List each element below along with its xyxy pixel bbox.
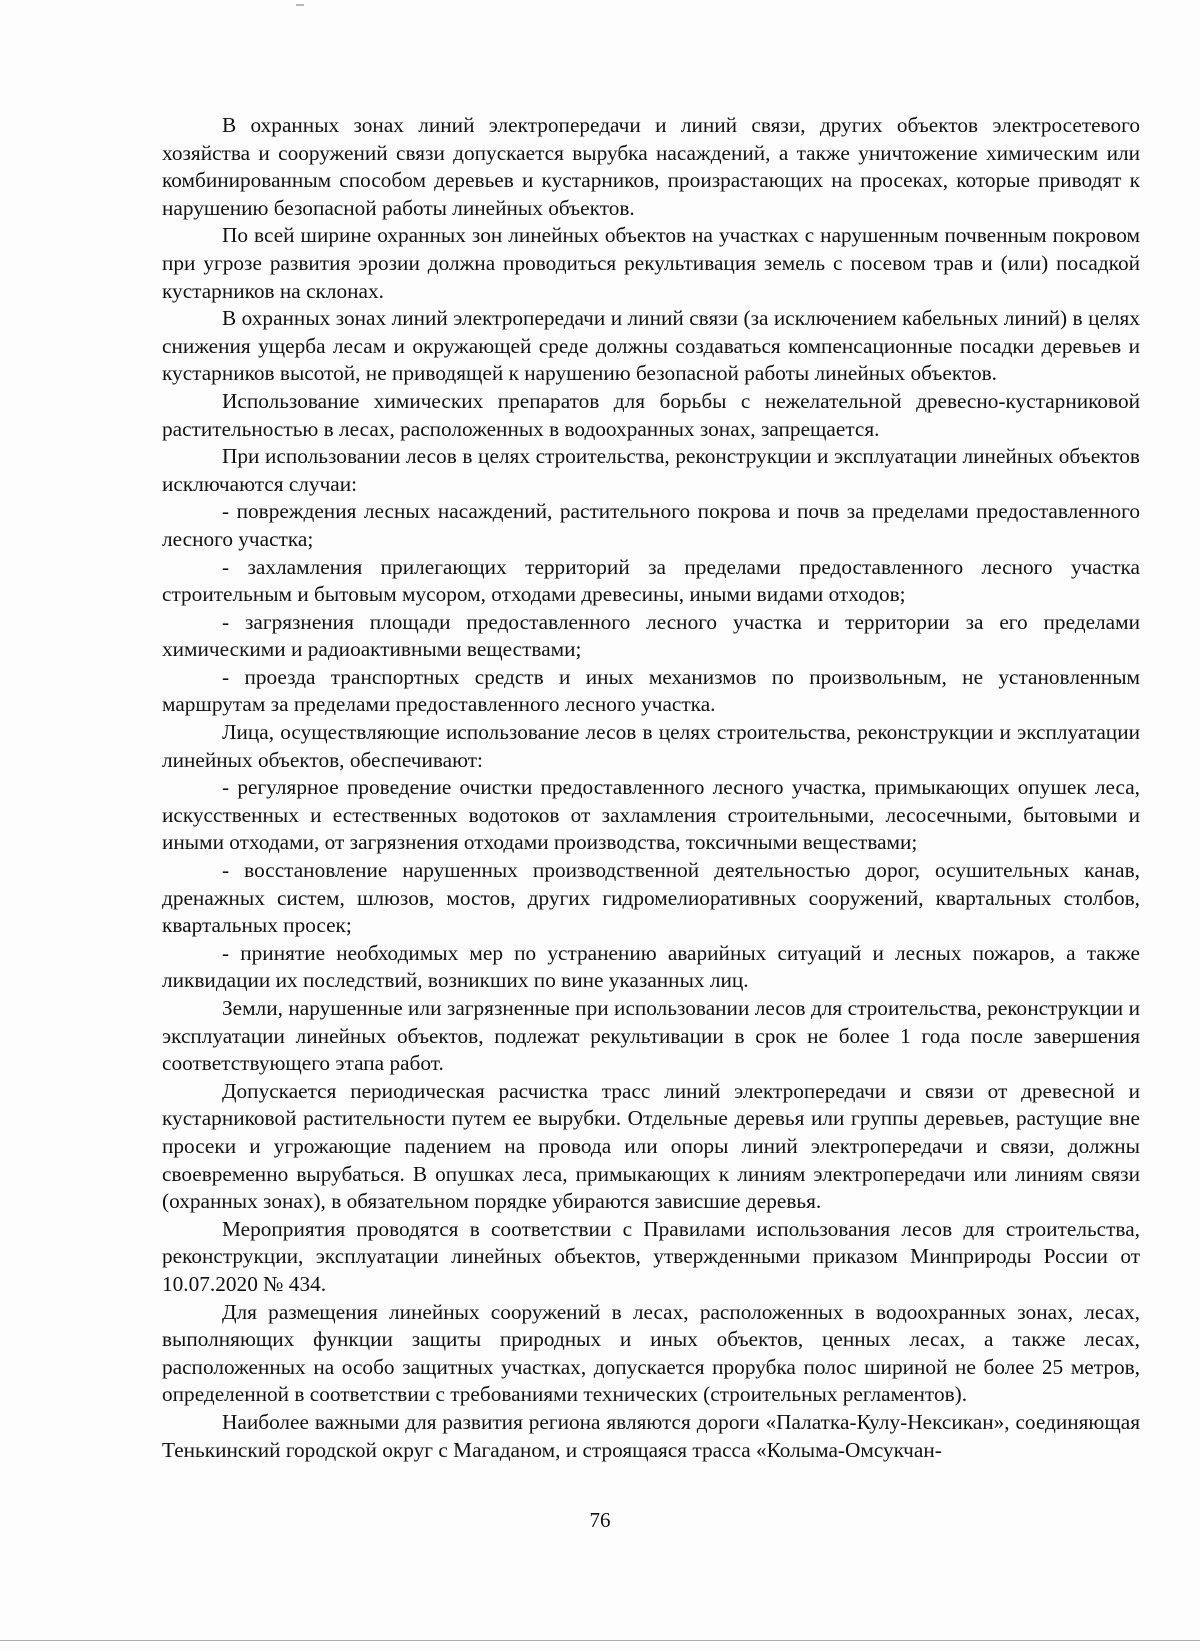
paragraph: При использовании лесов в целях строительства, реконструкции и эксплуатации линейных объектов исключаются случаи: xyxy=(162,444,1140,496)
list-item: - загрязнения площади предоставленного лесного участка и территории за его пределами химическими и радиоактивными веществами; xyxy=(162,609,1140,662)
paragraph: Мероприятия проводятся в соответствии с Правилами использования лесов для строительства, реконструкции, эксплуатации линейных объектов, утвержденными приказом Минприроды России от 10.07.2020 № 434. xyxy=(162,1216,1140,1296)
paragraph: Использование химических препаратов для борьбы с нежелательной древесно-кустарниковой растительностью в лесах, расположенных в водоохранных зонах, запрещается. xyxy=(162,388,1140,441)
paragraph: Для размещения линейных сооружений в лесах, расположенных в водоохранных зонах, лесах, выполняющих функции защиты природных и иных объектов, ценных лесах, а также лесах, расположенных на особо защитных участках, допускается прорубка полос шириной не более 25 метров, определенной в соответствии с требованиями технических (строительных регламентов). xyxy=(162,1299,1140,1407)
page-number: 76 xyxy=(589,1508,611,1532)
scan-speck xyxy=(296,4,304,6)
list-item: - захламления прилегающих территорий за пределами предоставленного лесного участка строительным и бытовым мусором, отходами древесины, иными видами отходов; xyxy=(162,554,1140,607)
list-item: - принятие необходимых мер по устранению аварийных ситуаций и лесных пожаров, а также ликвидации их последствий, возникших по вине указанных лиц. xyxy=(162,940,1140,993)
paragraph: По всей ширине охранных зон линейных объектов на участках с нарушенным почвенным покровом при угрозе развития эрозии должна проводиться рекультивация земель с посевом трав и (или) посадкой кустарников на склонах. xyxy=(162,223,1140,303)
paragraph: Наиболее важными для развития региона являются дороги «Палатка-Кулу-Нексикан», соединяющая Тенькинский городской округ с Магаданом, и строящаяся трасса «Колыма-Омсукчан- xyxy=(162,1409,1140,1462)
list-item: - регулярное проведение очистки предоставленного лесного участка, примыкающих опушек леса, искусственных и естественных водотоков от захламления строительными, лесосечными, бытовыми и иными отходами, от загрязнения отходами производства, токсичными веществами; xyxy=(162,775,1140,855)
list-item: - повреждения лесных насаждений, растительного покрова и почв за пределами предоставленного лесного участка; xyxy=(162,499,1140,551)
body-text xyxy=(162,112,1140,1464)
paragraph: Допускается периодическая расчистка трасс линий электропередачи и связи от древесной и кустарниковой растительности путем ее вырубки. Отдельные деревья или группы деревьев, растущие вне просеки и угрожающие падением на провода или опоры линий электропередачи и связи, должны своевременно вырубаться. В опушках леса, примыкающих к линиям электропередачи или линиям связи (охранных зонах), в обязательном порядке убираются зависшие деревья. xyxy=(162,1078,1140,1214)
list-item: - восстановление нарушенных производственной деятельностью дорог, осушительных канав, дренажных систем, шлюзов, мостов, других гидромелиоративных сооружений, квартальных столбов, квартальных просек; xyxy=(162,858,1140,938)
paragraph: Земли, нарушенные или загрязненные при использовании лесов для строительства, реконструкции и эксплуатации линейных объектов, подлежат рекультивации в срок не более 1 года после завершения соответствующего этапа работ. xyxy=(162,996,1140,1076)
paragraph: В охранных зонах линий электропередачи и линий связи (за исключением кабельных линий) в целях снижения ущерба лесам и окружающей среде должны создаваться компенсационные посадки деревьев и кустарников высотой, не приводящей к нарушению безопасной работы линейных объектов. xyxy=(162,306,1140,386)
paragraph: В охранных зонах линий электропередачи и линий связи, других объектов электросетевого хозяйства и сооружений связи допускается вырубка насаждений, а также уничтожение химическим или комбинированным способом деревьев и кустарников, произрастающих на просеках, которые приводят к нарушению безопасной работы линейных объектов. xyxy=(162,113,1140,220)
scan-edge-line xyxy=(0,1640,1200,1641)
paragraph: Лица, осуществляющие использование лесов в целях строительства, реконструкции и эксплуатации линейных объектов, обеспечивают: xyxy=(162,720,1140,772)
list-item: - проезда транспортных средств и иных механизмов по произвольным, не установленным маршрутам за пределами предоставленного лесного участка. xyxy=(162,664,1140,717)
